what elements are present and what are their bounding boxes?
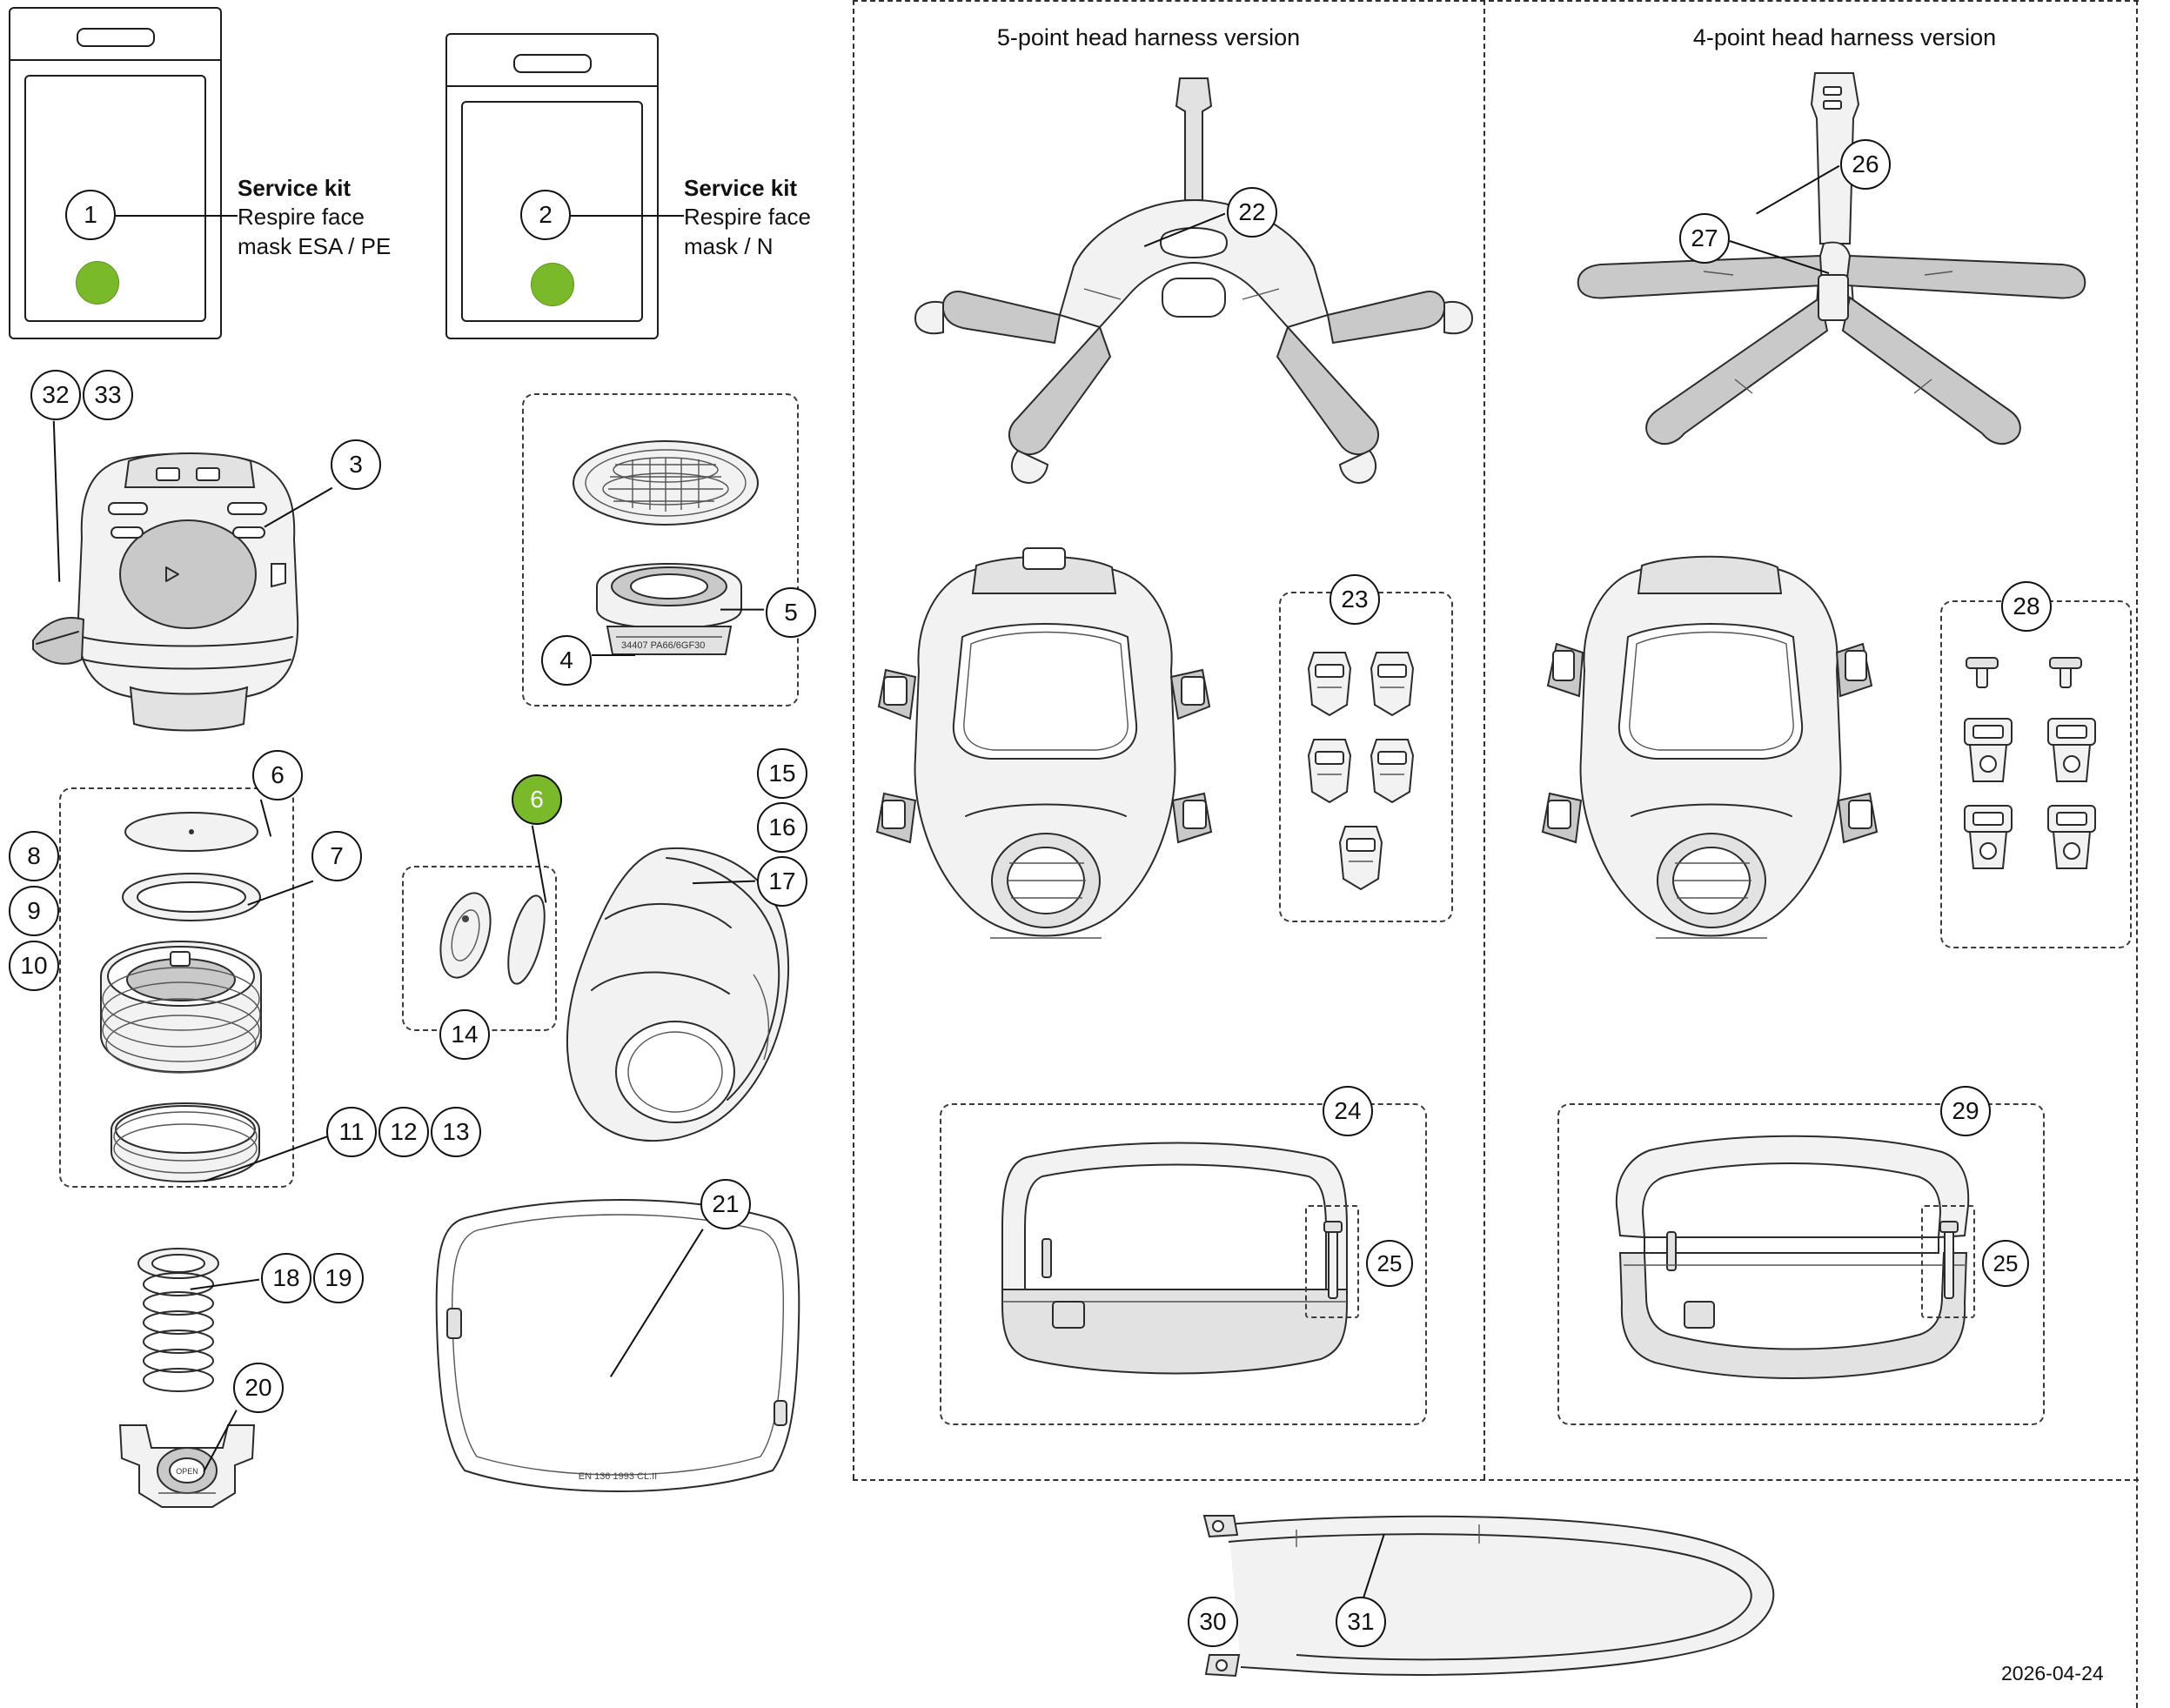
part-visor bbox=[426, 1183, 809, 1514]
part-seal-ring-7 bbox=[120, 870, 264, 924]
part-spring bbox=[122, 1244, 235, 1401]
section-title-4-point: 4-point head harness version bbox=[1692, 24, 1997, 50]
callout-26[interactable]: 26 bbox=[1840, 139, 1891, 190]
part-visor-frame-5pt bbox=[992, 1131, 1357, 1410]
callout-32[interactable]: 32 bbox=[30, 370, 81, 420]
part-harness-clips-23 bbox=[1296, 644, 1444, 905]
callout-12[interactable]: 12 bbox=[378, 1107, 429, 1157]
service-kit-2-line1: Respire face bbox=[684, 204, 811, 231]
callout-22[interactable]: 22 bbox=[1227, 187, 1277, 238]
callout-33[interactable]: 33 bbox=[83, 370, 133, 420]
leader-2 bbox=[571, 215, 684, 217]
callout-25b[interactable]: 25 bbox=[1982, 1240, 2029, 1287]
callout-19[interactable]: 19 bbox=[313, 1253, 364, 1303]
divider-bottom-section bbox=[853, 1479, 2139, 1481]
divider-right-edge bbox=[2136, 0, 2138, 1708]
callout-24[interactable]: 24 bbox=[1323, 1086, 1373, 1136]
callout-6-membrane[interactable]: 6 bbox=[252, 750, 303, 800]
service-kit-2-line2: mask / N bbox=[684, 232, 774, 259]
part-filter-grid bbox=[570, 435, 761, 531]
part-4-point-harness bbox=[1566, 70, 2088, 522]
callout-20[interactable]: 20 bbox=[233, 1363, 284, 1413]
part-membrane-6 bbox=[122, 809, 261, 854]
part-valve-holder bbox=[104, 1410, 270, 1523]
part-filter-seat bbox=[585, 557, 754, 670]
callout-27[interactable]: 27 bbox=[1679, 213, 1730, 264]
document-date: 2026-04-24 bbox=[2001, 1662, 2104, 1685]
callout-21[interactable]: 21 bbox=[700, 1179, 751, 1229]
callout-31[interactable]: 31 bbox=[1336, 1597, 1386, 1647]
part-neck-strap bbox=[1192, 1505, 1801, 1697]
service-kit-1-title: Service kit bbox=[238, 175, 352, 201]
part-full-face-mask-4pt bbox=[1527, 539, 1892, 975]
section-title-5-point: 5-point head harness version bbox=[996, 24, 1301, 50]
callout-14[interactable]: 14 bbox=[439, 1009, 490, 1060]
part-full-face-mask-5pt bbox=[861, 539, 1227, 975]
callout-17[interactable]: 17 bbox=[757, 856, 807, 907]
part-lock-ring bbox=[103, 1098, 268, 1192]
callout-30[interactable]: 30 bbox=[1188, 1597, 1238, 1647]
callout-23[interactable]: 23 bbox=[1329, 574, 1380, 625]
callout-2[interactable]: 2 bbox=[520, 190, 571, 240]
service-kit-1-text bbox=[238, 174, 391, 261]
service-kit-1-line2: mask ESA / PE bbox=[238, 232, 392, 259]
part-valve-disc-b bbox=[494, 887, 559, 992]
callout-29[interactable]: 29 bbox=[1940, 1086, 1991, 1136]
divider-top-section bbox=[853, 0, 2139, 2]
callout-6-valve[interactable]: 6 bbox=[512, 774, 562, 825]
callout-18[interactable]: 18 bbox=[261, 1253, 311, 1303]
service-kit-2-text bbox=[684, 174, 811, 261]
part-5-point-harness bbox=[905, 70, 1462, 522]
divider-left-section bbox=[853, 0, 854, 1479]
callout-16[interactable]: 16 bbox=[757, 802, 807, 853]
service-kit-1-line1: Respire face bbox=[238, 204, 365, 231]
callout-13[interactable]: 13 bbox=[431, 1107, 481, 1157]
part-valve-disc-a bbox=[428, 887, 503, 983]
callout-7[interactable]: 7 bbox=[311, 831, 362, 881]
callout-11[interactable]: 11 bbox=[326, 1107, 377, 1157]
svg-text:EN 136 1993 CL.II: EN 136 1993 CL.II bbox=[578, 1471, 658, 1482]
filter-ring-marking: 34407 PA66/6GF30 bbox=[621, 640, 706, 651]
svg-text:OPEN: OPEN bbox=[176, 1467, 198, 1476]
callout-5[interactable]: 5 bbox=[766, 587, 816, 638]
divider-middle-section bbox=[1484, 0, 1485, 1479]
callout-4[interactable]: 4 bbox=[541, 635, 592, 686]
leader-4 bbox=[592, 654, 635, 656]
callout-9[interactable]: 9 bbox=[9, 886, 59, 936]
pouch-seam-2 bbox=[447, 85, 657, 87]
part-screw-25b bbox=[1939, 1218, 1959, 1305]
pouch-hang-hole-1 bbox=[77, 28, 155, 47]
part-screw-25a bbox=[1323, 1218, 1343, 1305]
callout-8[interactable]: 8 bbox=[9, 831, 59, 881]
leader-5 bbox=[720, 609, 764, 611]
green-indicator-1 bbox=[76, 261, 119, 305]
leader-1 bbox=[116, 215, 238, 217]
callout-3[interactable]: 3 bbox=[331, 439, 381, 490]
part-buckles-28 bbox=[1958, 653, 2123, 931]
service-kit-2-title: Service kit bbox=[684, 175, 798, 201]
callout-1[interactable]: 1 bbox=[65, 190, 116, 240]
callout-28[interactable]: 28 bbox=[2001, 581, 2052, 632]
callout-10[interactable]: 10 bbox=[9, 941, 59, 991]
pouch-hang-hole-2 bbox=[513, 54, 592, 73]
part-mask-carrier bbox=[26, 435, 348, 731]
green-indicator-2 bbox=[531, 263, 574, 306]
callout-15[interactable]: 15 bbox=[757, 748, 807, 799]
part-connector-body bbox=[87, 931, 274, 1105]
pouch-seam-1 bbox=[10, 59, 220, 61]
callout-25a[interactable]: 25 bbox=[1366, 1240, 1413, 1287]
